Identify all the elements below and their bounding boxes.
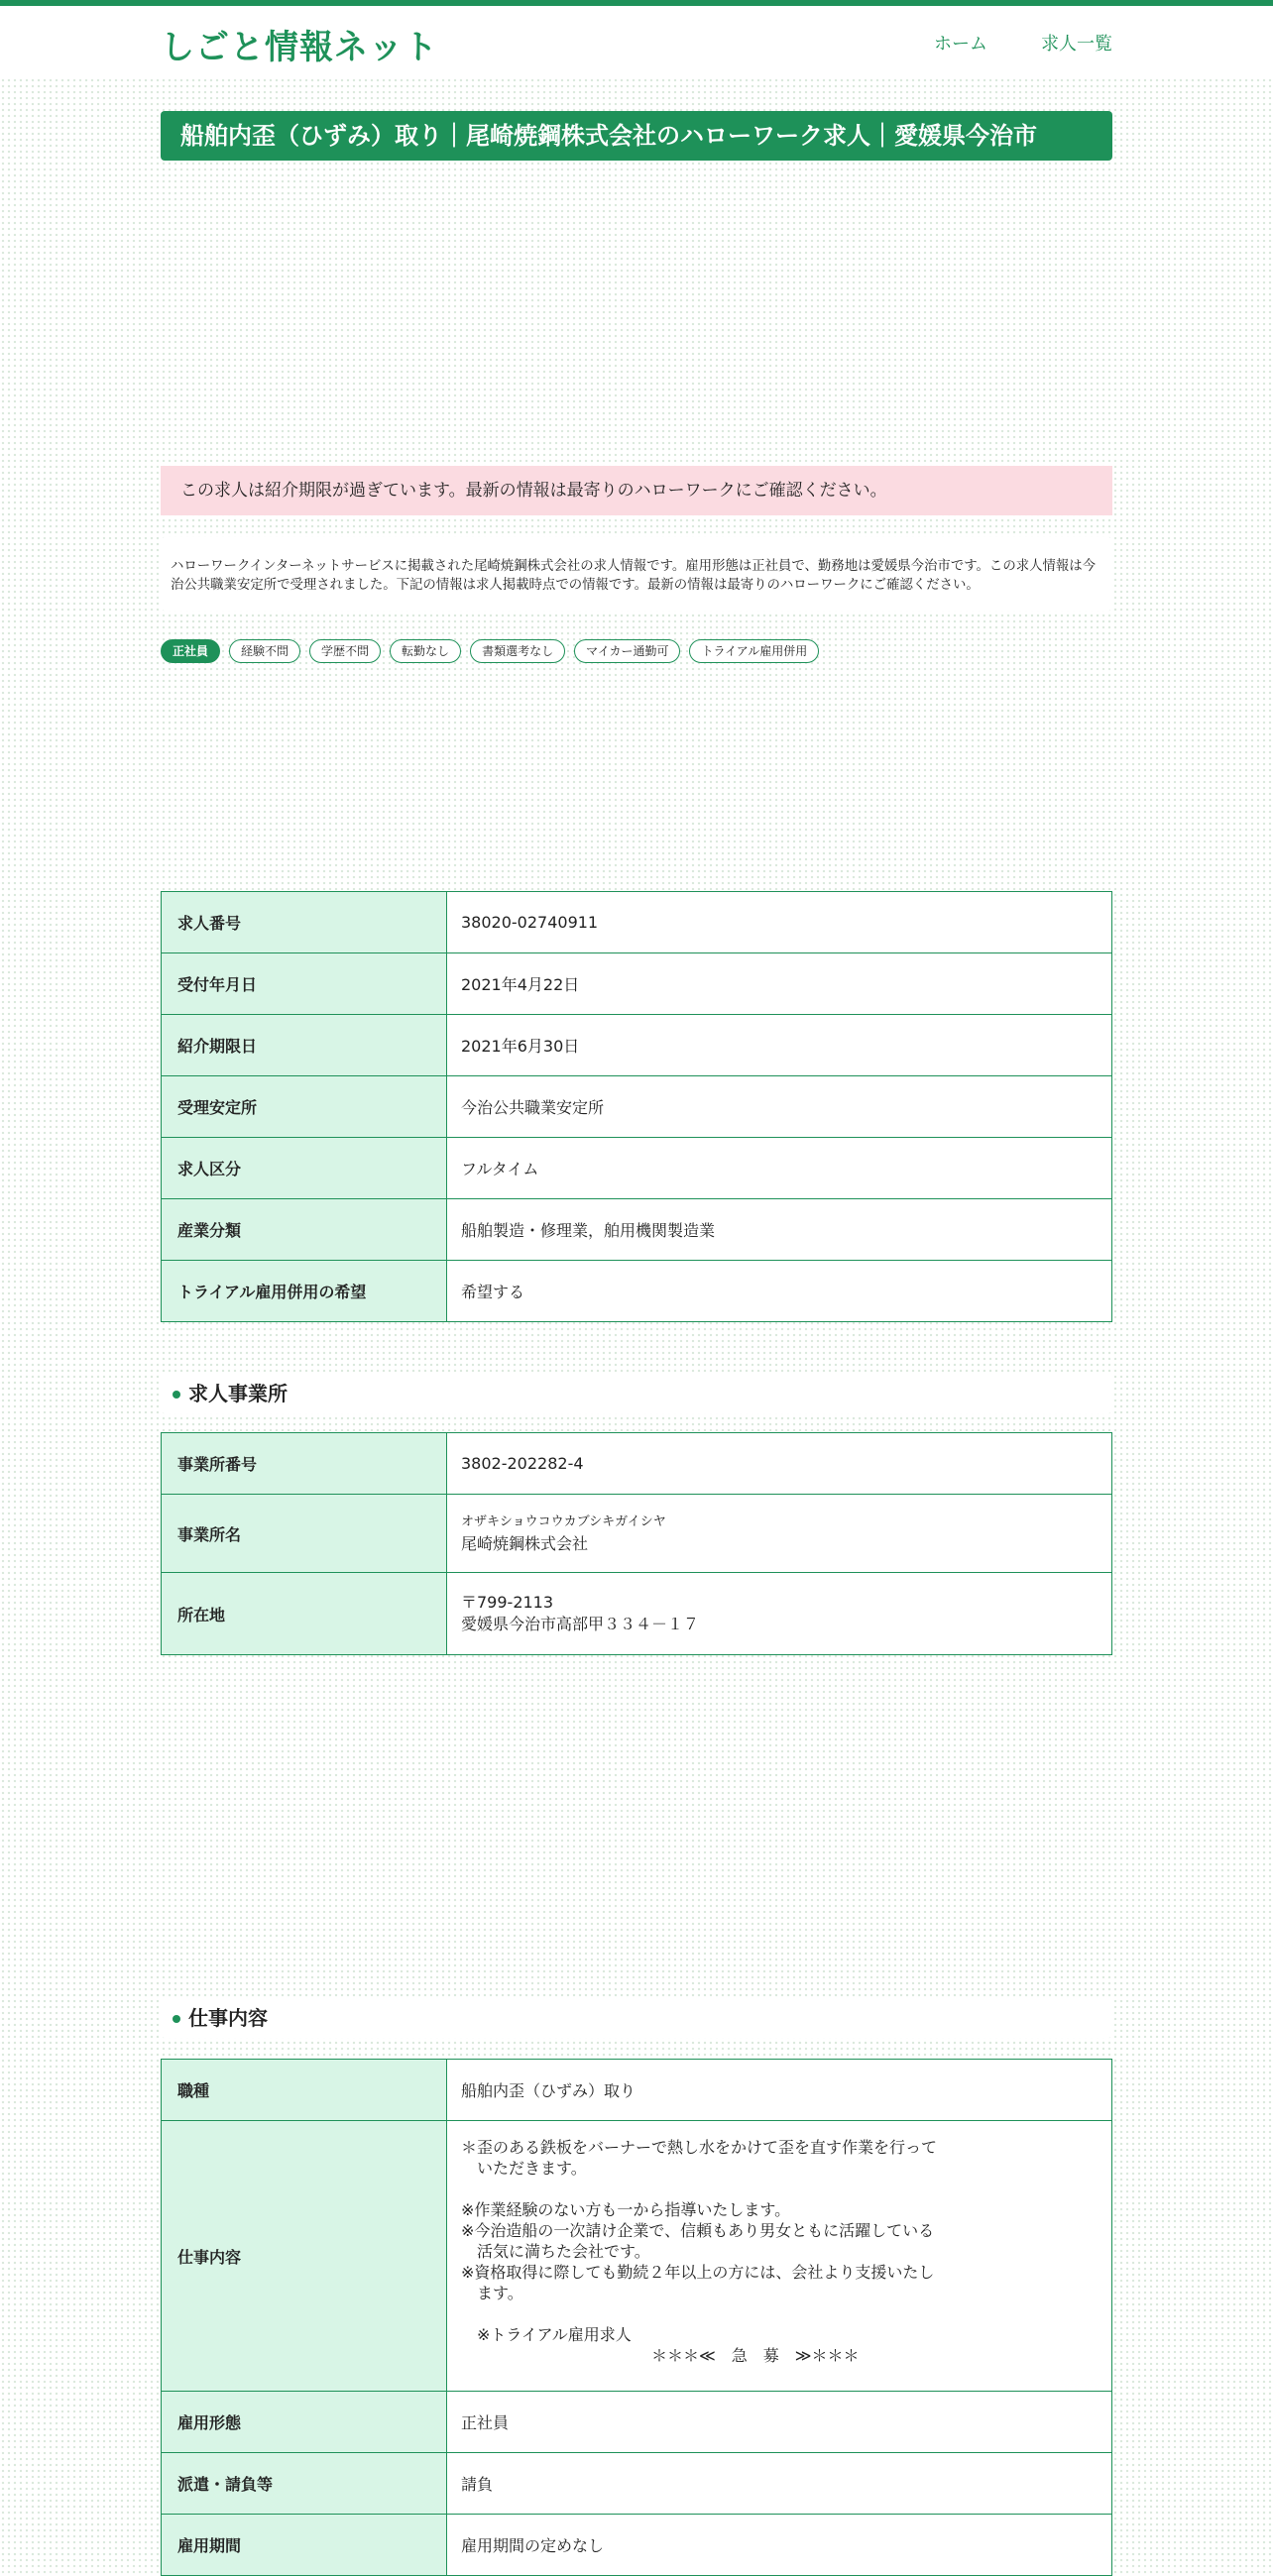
row-label: 事業所名 [162, 1495, 447, 1573]
office-name: 尾崎焼鋼株式会社 [461, 1533, 589, 1553]
office-section [161, 1432, 1112, 1655]
row-value: 今治公共職業安定所 [447, 1076, 1112, 1138]
table-row [162, 1573, 1112, 1655]
table-row [162, 953, 1112, 1015]
dispatch-type: 請負 [447, 2453, 1112, 2515]
row-label: 所在地 [162, 1573, 447, 1655]
tag-list [161, 639, 1112, 663]
basic-info-table [161, 891, 1112, 1322]
row-value: 2021年6月30日 [447, 1015, 1112, 1076]
job-description-summary: ハローワークインターネットサービスに掲載された尾崎焼鋼株式会社の求人情報です。雇用形態は正社員で、勤務地は愛媛県今治市です。この求人情報は今治公共職業安定所で受理されました。下記の情報は求人掲載時点での情報です。最新の情報は最寄りのハローワークにご確認ください。 [161, 537, 1112, 611]
row-label: 紹介期限日 [162, 1015, 447, 1076]
tag-item: マイカー通勤可 [574, 639, 680, 663]
tag-item: トライアル雇用併用 [689, 639, 819, 663]
row-value: 希望する [447, 1261, 1112, 1322]
site-header [0, 6, 1273, 79]
row-value: 船舶製造・修理業，舶用機関製造業 [447, 1199, 1112, 1261]
table-row [162, 2453, 1112, 2515]
table-row [162, 1433, 1112, 1495]
row-label: 派遣・請負等 [162, 2453, 447, 2515]
job-section [161, 2059, 1112, 2576]
address: 愛媛県今治市高部甲３３４－１７ [461, 1615, 700, 1633]
office-number: 3802-202282-4 [447, 1433, 1112, 1495]
table-row [162, 2060, 1112, 2121]
row-label: 産業分類 [162, 1199, 447, 1261]
job-content: ＊歪のある鉄板をバーナーで熱し水をかけて歪を直す作業を行って いただきます。 ※作業経験のない方も一から指導いたします。 ※今治造船の一次請け企業で、信頼もあり男女ともに活躍している 活気に満ちた会社です。 ※資格取得に際しても勤続２年以上の方には、会社より支援いたし ます。 ※トライアル雇用求人 ＊＊＊≪ 急 募 ≫＊＊＊ [447, 2121, 1112, 2392]
employment-type: 正社員 [447, 2392, 1112, 2453]
address-cell [447, 1573, 1112, 1655]
tag-item: 経験不問 [229, 639, 300, 663]
row-label: 事業所番号 [162, 1433, 447, 1495]
office-name-kana: オザキショウコウカブシキガイシヤ [461, 1513, 666, 1529]
table-row [162, 2515, 1112, 2576]
tag-item: 正社員 [161, 639, 220, 663]
table-row [162, 2392, 1112, 2453]
row-value: 38020-02740911 [447, 892, 1112, 953]
main-nav [934, 30, 1112, 56]
employment-period: 雇用期間の定めなし [447, 2515, 1112, 2576]
row-label: 仕事内容 [162, 2121, 447, 2392]
table-row [162, 1495, 1112, 1573]
row-label: トライアル雇用併用の希望 [162, 1261, 447, 1322]
table-row [162, 892, 1112, 953]
row-label: 求人番号 [162, 892, 447, 953]
row-value: フルタイム [447, 1138, 1112, 1199]
table-row [162, 2121, 1112, 2392]
row-label: 受付年月日 [162, 953, 447, 1015]
nav-home-link[interactable]: ホーム [934, 34, 987, 55]
row-label: 雇用形態 [162, 2392, 447, 2453]
tag-item: 学歴不問 [309, 639, 381, 663]
office-section-heading: 求人事業所 [161, 1374, 1112, 1413]
tag-item: 書類選考なし [470, 639, 565, 663]
table-row [162, 1138, 1112, 1199]
job-table [161, 2059, 1112, 2576]
table-row [162, 1261, 1112, 1322]
page-title: 船舶内歪（ひずみ）取り｜尾崎焼鋼株式会社のハローワーク求人｜愛媛県今治市 [161, 111, 1112, 161]
postal-code: 〒799-2113 [461, 1593, 554, 1612]
expired-notice: この求人は紹介期限が過ぎています。最新の情報は最寄りのハローワークにご確認ください。 [161, 466, 1112, 515]
table-row [162, 1015, 1112, 1076]
office-table [161, 1432, 1112, 1655]
job-section-heading: 仕事内容 [161, 1998, 1112, 2038]
office-name-cell [447, 1495, 1112, 1573]
occupation: 船舶内歪（ひずみ）取り [447, 2060, 1112, 2121]
basic-info-section [161, 891, 1112, 1322]
row-label: 求人区分 [162, 1138, 447, 1199]
site-logo[interactable]: しごと情報ネット [161, 28, 438, 67]
row-label: 受理安定所 [162, 1076, 447, 1138]
row-label: 雇用期間 [162, 2515, 447, 2576]
row-value: 2021年4月22日 [447, 953, 1112, 1015]
table-row [162, 1199, 1112, 1261]
row-label: 職種 [162, 2060, 447, 2121]
nav-job-list-link[interactable]: 求人一覧 [1041, 34, 1112, 55]
tag-item: 転勤なし [390, 639, 461, 663]
table-row [162, 1076, 1112, 1138]
